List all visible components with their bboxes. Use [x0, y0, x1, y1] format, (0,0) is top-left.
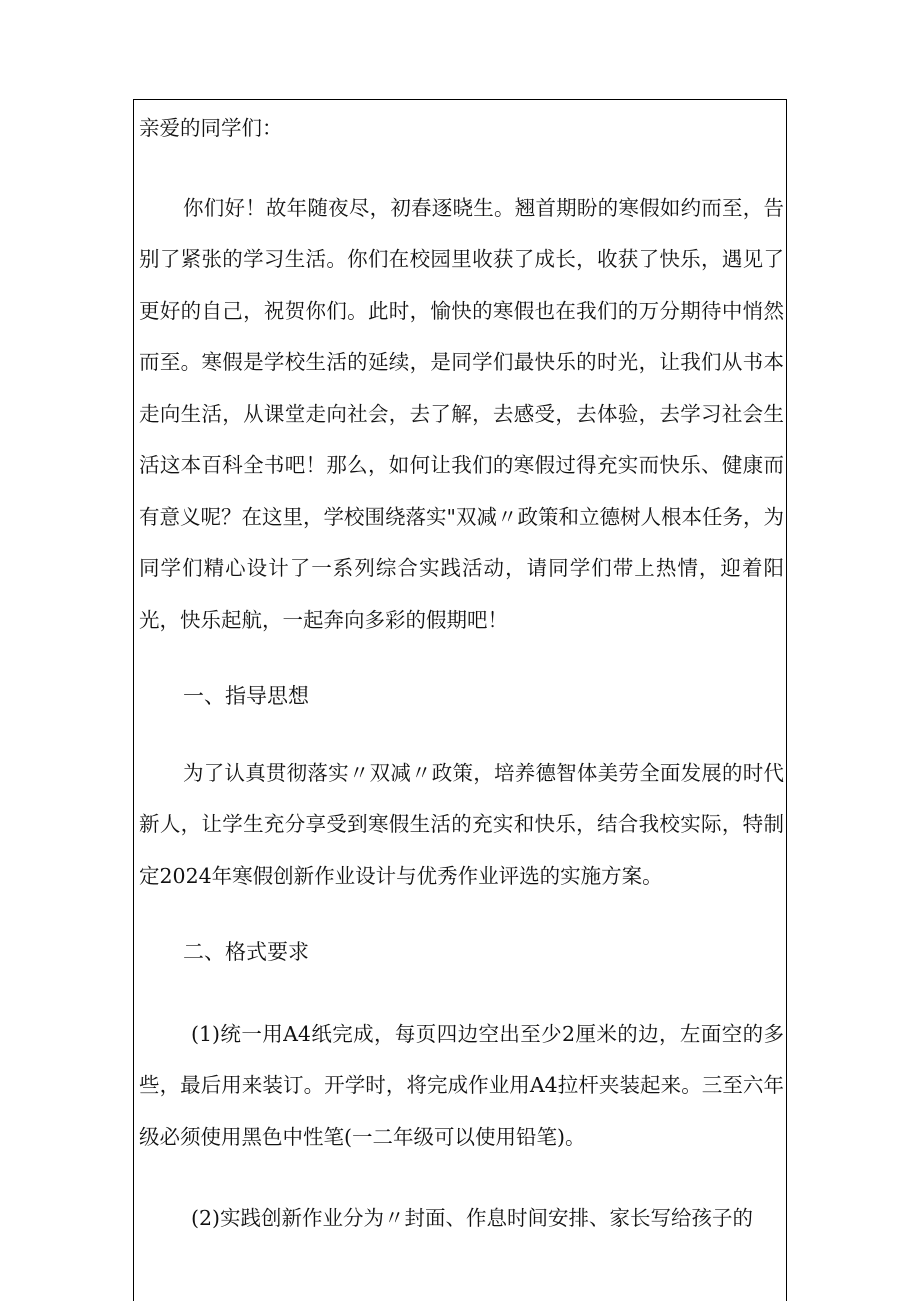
section-title-guiding-idea: 一、指导思想: [183, 684, 309, 708]
format-item-1: (1)统一用A4纸完成，每页四边空出至少2厘米的边，左面空的多些，最后用来装订。开学时，将完成作业用A4拉杆夹装起来。三至六年级必须使用黑色中性笔(一二年级可以使用铅笔)。: [139, 1021, 784, 1149]
section-title-format-requirements: 二、格式要求: [183, 940, 309, 964]
format-item-2: (2)实践创新作业分为〃封面、作息时间安排、家长写给孩子的: [191, 1206, 754, 1230]
greeting: 亲爱的同学们：: [139, 116, 283, 140]
document-body: [139, 103, 784, 1245]
section-guiding-idea-body: 为了认真贯彻落实〃双减〃政策，培养德智体美劳全面发展的时代新人，让学生充分享受到寒假生活的充实和快乐，结合我校实际，特制定2024年寒假创新作业设计与优秀作业评选的实施方案。: [139, 760, 784, 888]
intro-paragraph: 你们好！故年随夜尽，初春逐晓生。翘首期盼的寒假如约而至，告别了紧张的学习生活。你们在校园里收获了成长，收获了快乐，遇见了更好的自己，祝贺你们。此时，愉快的寒假也在我们的万分期待中悄然而至。寒假是学校生活的延续，是同学们最快乐的时光，让我们从书本走向生活，从课堂走向社会，去了解，去感受，去体验，去学习社会生活这本百科全书吧！那么，如何让我们的寒假过得充实而快乐、健康而有意义呢？在这里，学校围绕落实"双减〃政策和立德树人根本任务，为同学们精心设计了一系列综合实践活动，请同学们带上热情，迎着阳光，快乐起航，一起奔向多彩的假期吧！: [139, 195, 784, 632]
